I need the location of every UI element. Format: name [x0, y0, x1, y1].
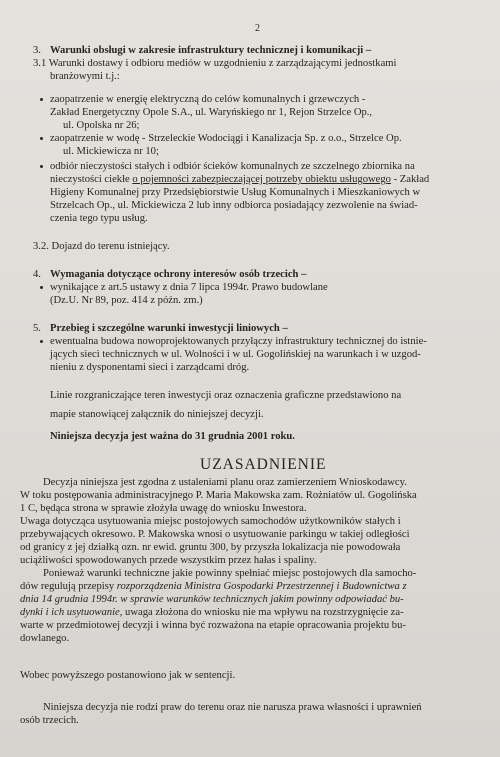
waste-line-2 — [50, 173, 429, 186]
justification-heading: UZASADNIENIE — [200, 456, 327, 473]
justification-p3-line-2 — [20, 580, 407, 593]
justification-p3-line-6: dowlanego. — [20, 633, 70, 644]
justification-p1-line-1: Decyzja niniejsza jest zgodna z ustaleniami planu oraz zamierzeniem Wnioskodawcy. — [43, 477, 407, 488]
bullet-dot-icon — [40, 98, 43, 101]
justification-p3-line-5: warte w przedmiotowej decyzji i winna być rozważona na etapie opracowania projektu bu- — [20, 620, 406, 631]
rights-line-1: Niniejsza decyzja nie rodzi praw do terenu oraz nie narusza prawa własności i uprawnień — [43, 702, 422, 713]
justification-p2-line-4: uciążliwości spowodowanych przede wszystkim przez hałas i spaliny. — [20, 555, 317, 566]
section-3-1-line-2: branżowymi t.j.: — [50, 71, 120, 82]
section-4-line-1: wynikające z art.5 ustawy z dnia 7 lipca 1994r. Prawo budowlane — [50, 282, 328, 293]
section-3-number: 3. — [33, 45, 41, 56]
waste-line-5: czenia tego typu usług. — [50, 213, 148, 224]
justification-p2-line-1: Uwaga dotycząca usytuowania miejsc postojowych samochodów użytkowników stałych i — [20, 516, 401, 527]
map-note-line-2: mapie stanowiącej załącznik do niniejszej decyzji. — [50, 409, 264, 420]
water-line-1: zaopatrzenie w wodę - Strzeleckie Wodociągi i Kanalizacja Sp. z o.o., Strzelce Op. — [50, 133, 402, 144]
map-note-line-1: Linie rozgraniczające teren inwestycji oraz oznaczenia graficzne przedstawiono na — [50, 390, 402, 401]
section-3-title: Warunki obsługi w zakresie infrastruktury technicznej i komunikacji – — [50, 45, 372, 56]
waste-line-2-start: nieczystości ciekłe — [50, 174, 133, 185]
justification-p3-line-2-start: dów regulują przepisy — [20, 581, 117, 592]
regulation-title-end-italic: dynki i ich usytuowanie, — [20, 607, 123, 618]
regulation-title-italic: rozporządzenia Ministra Gospodarki Przestrzennej i Budownictwa z — [116, 581, 407, 592]
justification-p3-line-3: dnia 14 grudnia 1994r. w sprawie warunków technicznych jakim powinny odpowiadać bu- — [20, 594, 404, 605]
justification-p3-line-1: Ponieważ warunki techniczne jakie powinny spełniać miejsc postojowych dla samocho- — [43, 568, 417, 579]
section-5-line-1: ewentualna budowa nowoprojektowanych przyłączy infrastruktury technicznej do istnie- — [50, 336, 427, 347]
section-5-line-2: jących sieci technicznych w ul. Wolności i w ul. Gogolińskiej na warunkach i w uzgod- — [50, 349, 421, 360]
justification-p1-line-3: 1 C, będąca strona w sprawie złożyła uwagę do wniosku Inwestora. — [20, 503, 307, 514]
bullet-dot-icon — [40, 340, 43, 343]
justification-p3-line-4-end: uwaga złożona do wniosku nie ma wpływu na rozstrzygnięcie za- — [122, 607, 404, 618]
waste-line-4: Strzelcach Op., ul. Mickiewicza 2 lub inny odbiorca posiadający zezwolenie na świad- — [50, 200, 418, 211]
section-5-line-3: nieniu z dysponentami sieci i zarządcami dróg. — [50, 362, 250, 373]
waste-capacity-underlined: o pojemności zabezpieczającej potrzeby obiektu usługowego — [132, 174, 391, 185]
bullet-dot-icon — [40, 286, 43, 289]
section-4-number: 4. — [33, 269, 41, 280]
section-5-title: Przebieg i szczególne warunki inwestycji liniowych – — [50, 323, 288, 334]
waste-line-3: Higieny Komunalnej przy Przedsiębiorstwie Usług Komunalnych i Mieszkaniowych w — [50, 187, 421, 198]
water-line-2: ul. Mickiewicza nr 10; — [63, 146, 159, 157]
justification-p3-line-4 — [20, 606, 404, 619]
waste-line-1: odbiór nieczystości stałych i odbiór ścieków komunalnych ze szczelnego zbiornika na — [50, 161, 415, 172]
rights-line-2: osób trzecich. — [20, 715, 79, 726]
bullet-dot-icon — [40, 137, 43, 140]
section-4-title: Wymagania dotyczące ochrony interesów osób trzecich – — [50, 269, 307, 280]
energy-line-2: Zakład Energetyczny Opole S.A., ul. Waryńskiego nr 1, Rejon Strzelce Op., — [50, 107, 373, 118]
validity-statement: Niniejsza decyzja jest ważna do 31 grudnia 2001 roku. — [50, 431, 295, 442]
section-4-line-2: (Dz.U. Nr 89, poz. 414 z późn. zm.) — [50, 295, 203, 306]
energy-line-1: zaopatrzenie w energię elektryczną do celów komunalnych i grzewczych - — [50, 94, 366, 105]
energy-line-3: ul. Opolska nr 26; — [63, 120, 140, 131]
justification-p2-line-2: przebywających okresowo. P. Makowska wnosi o usytuowanie parkingu w takiej odległości — [20, 529, 410, 540]
justification-p1-line-2: W toku postępowania administracyjnego P. Maria Makowska zam. Rożniatów ul. Gogolińska — [20, 490, 417, 501]
section-3-2-access: 3.2. Dojazd do terenu istniejący. — [33, 241, 170, 252]
page-number: 2 — [255, 23, 260, 34]
section-3-1-line-1: 3.1 Warunki dostawy i odbioru mediów w uzgodnieniu z zarządzającymi jednostkami — [33, 58, 397, 69]
justification-p2-line-3: od granicy z jej działką ozn. nr ewid. gruntu 300, by przyszła lokalizacja nie powodowała — [20, 542, 401, 553]
bullet-dot-icon — [40, 165, 43, 168]
conclusion-statement: Wobec powyższego postanowiono jak w sentencji. — [20, 670, 236, 681]
section-5-number: 5. — [33, 323, 41, 334]
waste-line-2-end: - Zakład — [390, 174, 430, 185]
